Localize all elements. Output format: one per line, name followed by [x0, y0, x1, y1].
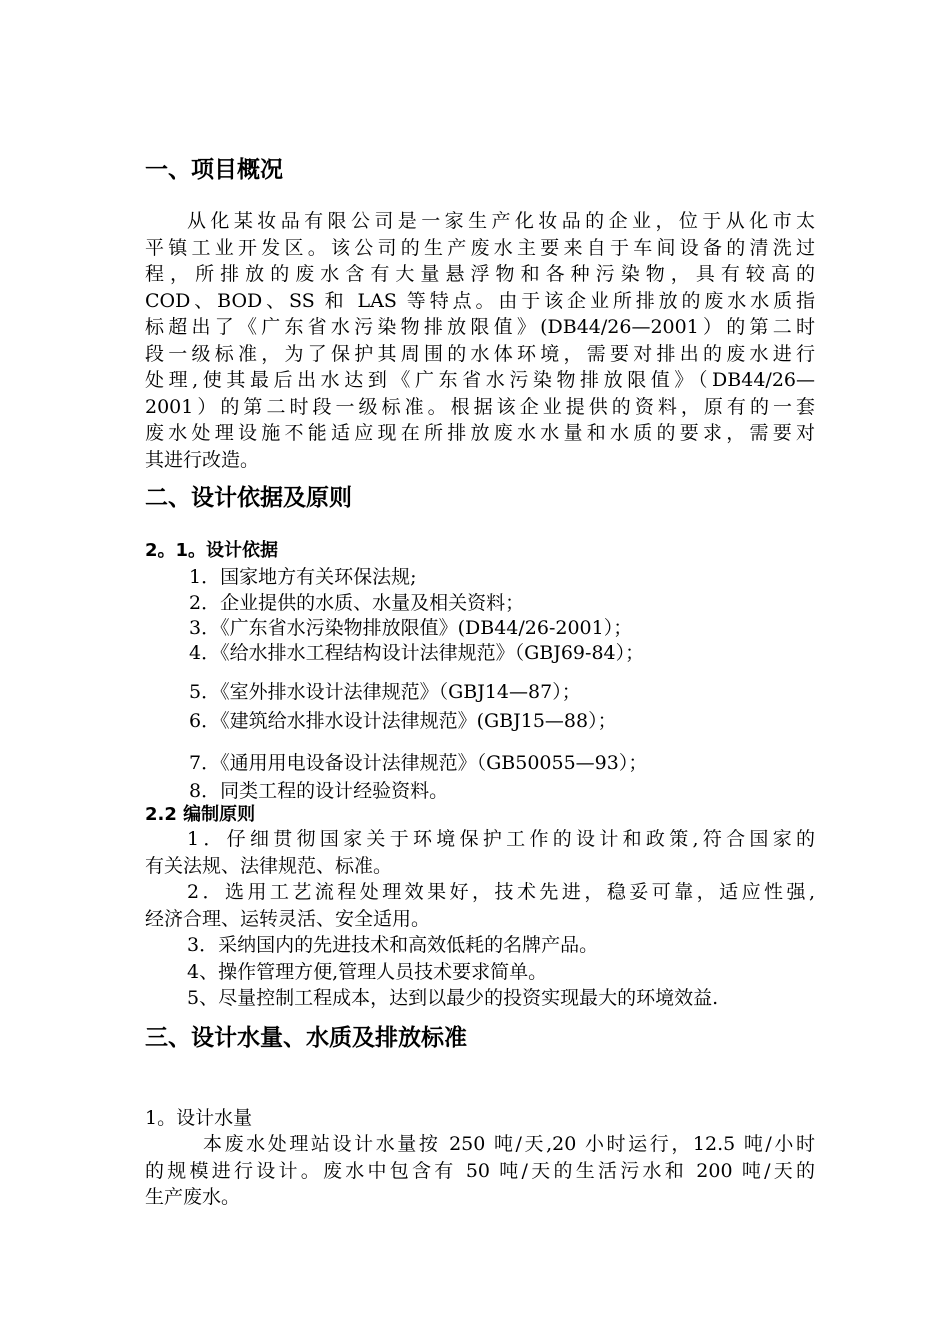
section-2-heading: 二、设计依据及原则 [145, 485, 352, 511]
basis-item: 7．《通用用电设备设计法律规范》（GB50055—93）； [189, 752, 648, 774]
principle-line: 3．采纳国内的先进技术和高效低耗的名牌产品。 [187, 934, 599, 956]
basis-item: 3．《广东省水污染物排放限值》(DB44/26-2001）； [189, 617, 633, 639]
principle-line: 经济合理、运转灵活、安全适用。 [145, 907, 431, 930]
subsection-2-2-heading: 2.2 编制原则 [145, 804, 256, 825]
paragraph-line: 废水处理设施不能适应现在所排放废水水量和水质的要求，需要对 [145, 422, 815, 444]
paragraph-line: COD、BOD、SS 和 LAS 等特点。由于该企业所排放的废水水质指 [145, 289, 815, 312]
subsection-3-1-heading: 1。设计水量 [145, 1107, 253, 1129]
paragraph-line: 本废水处理站设计水量按 250 吨/天,20 小时运行，12.5 吨/小时 [203, 1133, 815, 1155]
principle-line: 2．选用工艺流程处理效果好，技术先进，稳妥可靠，适应性强, [187, 881, 815, 903]
paragraph-line: 处理,使其最后出水达到《广东省水污染物排放限值》（DB44/26— [145, 369, 815, 391]
paragraph-line: 从化某妆品有限公司是一家生产化妆品的企业，位于从化市太 [187, 210, 815, 232]
paragraph-line: 段一级标准，为了保护其周围的水体环境，需要对排出的废水进行 [145, 342, 815, 365]
paragraph-line: 平镇工业开发区。该公司的生产废水主要来自于车间设备的清洗过 [145, 236, 815, 259]
basis-item: 1．国家地方有关环保法规; [189, 566, 417, 588]
section-1-heading: 一、项目概况 [145, 157, 283, 183]
subsection-2-1-heading: 2。1。设计依据 [145, 540, 279, 561]
basis-item: 5．《室外排水设计法律规范》（GBJ14—87）； [189, 681, 581, 703]
basis-item: 4．《给水排水工程结构设计法律规范》（GBJ69-84）； [189, 642, 645, 664]
basis-item: 6．《建筑给水排水设计法律规范》(GBJ15—88）； [189, 710, 617, 732]
section-3-heading: 三、设计水量、水质及排放标准 [145, 1025, 467, 1051]
section-1-paragraph [145, 208, 815, 473]
paragraph-line: 程，所排放的废水含有大量悬浮物和各种污染物，具有较高的 [145, 263, 815, 285]
paragraph-line: 生产废水。 [145, 1186, 241, 1208]
paragraph-line: 2001）的第二时段一级标准。根据该企业提供的资料，原有的一套 [145, 395, 815, 418]
principle-line: 5、尽量控制工程成本，达到以最少的投资实现最大的环境效益. [187, 987, 719, 1009]
paragraph-line: 的规模进行设计。废水中包含有 50 吨/天的生活污水和 200 吨/天的 [145, 1159, 815, 1182]
paragraph-line: 其进行改造。 [145, 448, 260, 471]
principle-line: 有关法规、法律规范、标准。 [145, 854, 393, 877]
principle-line: 4、操作管理方便,管理人员技术要求简单。 [187, 960, 548, 983]
basis-item: 2．企业提供的水质、水量及相关资料； [189, 592, 525, 614]
principle-line: 1．仔细贯彻国家关于环境保护工作的设计和政策,符合国家的 [187, 828, 815, 850]
paragraph-line: 标超出了《广东省水污染物排放限值》(DB44/26—2001）的第二时 [145, 316, 815, 338]
basis-item: 8．同类工程的设计经验资料。 [189, 780, 449, 802]
section-3-paragraph [145, 1131, 815, 1211]
principles-block [145, 826, 815, 1012]
